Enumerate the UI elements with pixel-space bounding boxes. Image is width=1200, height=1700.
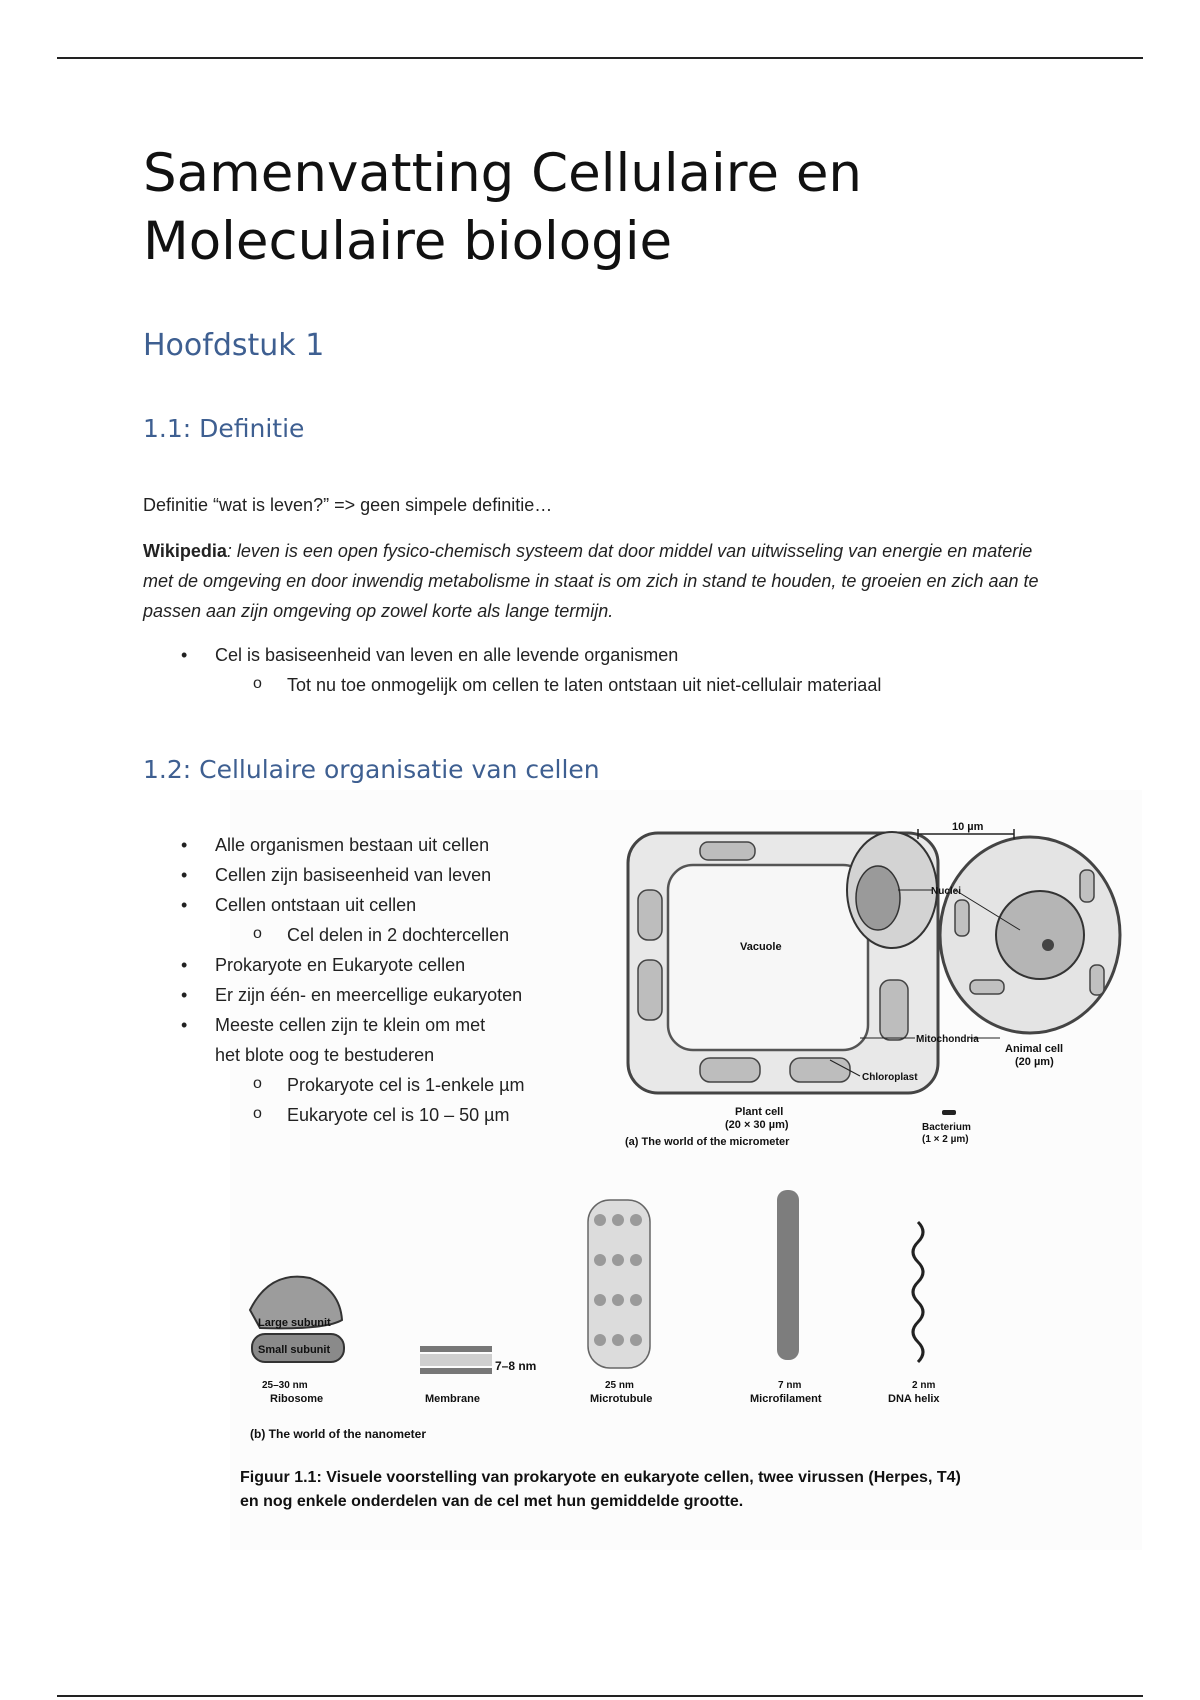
list-item: o Eukaryote cel is 10 – 50 µm	[143, 1100, 524, 1130]
mitochondria-label: Mitochondria	[916, 1034, 979, 1045]
membrane-label: Membrane	[425, 1393, 481, 1405]
microfilament-label: Microfilament	[750, 1393, 822, 1405]
list-item: o Tot nu toe onmogelijk om cellen te laten ontstaan uit niet-cellulair materiaal	[143, 670, 881, 700]
wikipedia-text: : leven is een open fysico-chemisch systeem dat door middel van uitwisseling van energie en materie met de omgeving en door inwendig metabolisme in staat is om zich in stand te houden, te groeien en zich aan te passen aan zijn omgeving op zowel korte als lange termijn.	[143, 541, 1039, 621]
list-item: o Cel delen in 2 dochtercellen	[143, 920, 524, 950]
animal-cell-label: Animal cell	[1005, 1043, 1064, 1055]
plant-cell-illustration	[628, 832, 938, 1131]
plant-cell-size: (20 × 30 µm)	[725, 1119, 789, 1131]
list-item: • Prokaryote en Eukaryote cellen	[143, 950, 524, 980]
nuclei-label: Nuclei	[931, 886, 962, 897]
scale-label: 10 µm	[952, 821, 984, 833]
list-item: o Prokaryote cel is 1-enkele µm	[143, 1070, 524, 1100]
cell-organisation-list	[143, 830, 524, 1130]
dna-label: DNA helix	[888, 1393, 940, 1405]
definition-intro: Definitie “wat is leven?” => geen simpele definitie…	[143, 495, 553, 515]
microfilament-size: 7 nm	[778, 1380, 802, 1391]
section-heading-1-1: 1.1: Definitie	[143, 414, 305, 443]
figure-caption: Figuur 1.1: Visuele voorstelling van prokaryote en eukaryote cellen, twee virussen (Herpes, T4) en nog enkele onderdelen van de cel met hun gemiddelde grootte.	[240, 1469, 961, 1510]
dna-size: 2 nm	[912, 1380, 936, 1391]
chapter-heading: Hoofdstuk 1	[143, 328, 325, 363]
ribosome-label: Ribosome	[270, 1393, 324, 1405]
nanometer-panel-label: (b) The world of the nanometer	[250, 1427, 426, 1441]
large-subunit-label: Large subunit	[258, 1317, 331, 1329]
microtubule-illustration	[588, 1200, 652, 1405]
list-item: • Meeste cellen zijn te klein om met het blote oog te bestuderen	[143, 1010, 515, 1070]
bacterium-mark	[942, 1110, 956, 1115]
bacterium-size: (1 × 2 µm)	[922, 1134, 969, 1145]
wikipedia-definition	[143, 536, 1063, 626]
document-title: Samenvatting Cellulaire en Moleculaire biologie	[143, 143, 863, 272]
plant-cell-label: Plant cell	[735, 1106, 784, 1118]
list-item: • Cel is basiseenheid van leven en alle levende organismen	[143, 640, 881, 670]
bottom-rule	[57, 1695, 1143, 1697]
ribosome-size: 25–30 nm	[262, 1380, 308, 1391]
micrometer-panel-label: (a) The world of the micrometer	[625, 1136, 790, 1148]
membrane-illustration	[420, 1346, 536, 1405]
section-heading-1-2: 1.2: Cellulaire organisatie van cellen	[143, 755, 600, 784]
dna-helix-illustration	[888, 1222, 940, 1405]
list-item: • Cellen ontstaan uit cellen	[143, 890, 524, 920]
chloroplast-label: Chloroplast	[862, 1072, 918, 1083]
list-item: • Alle organismen bestaan uit cellen	[143, 830, 524, 860]
microtubule-size: 25 nm	[605, 1380, 634, 1391]
list-item: • Cellen zijn basiseenheid van leven	[143, 860, 524, 890]
top-rule	[57, 57, 1143, 59]
list-item: • Er zijn één- en meercellige eukaryoten	[143, 980, 524, 1010]
microfilament-illustration	[750, 1190, 822, 1405]
definition-list	[143, 640, 881, 700]
membrane-size: 7–8 nm	[495, 1359, 537, 1373]
wikipedia-label: Wikipedia	[143, 541, 227, 561]
animal-cell-size: (20 µm)	[1015, 1056, 1054, 1068]
bacterium-label: Bacterium	[922, 1122, 971, 1133]
ribosome-illustration	[250, 1277, 344, 1405]
microtubule-label: Microtubule	[590, 1393, 653, 1405]
small-subunit-label: Small subunit	[258, 1344, 331, 1356]
vacuole-label: Vacuole	[740, 941, 782, 953]
